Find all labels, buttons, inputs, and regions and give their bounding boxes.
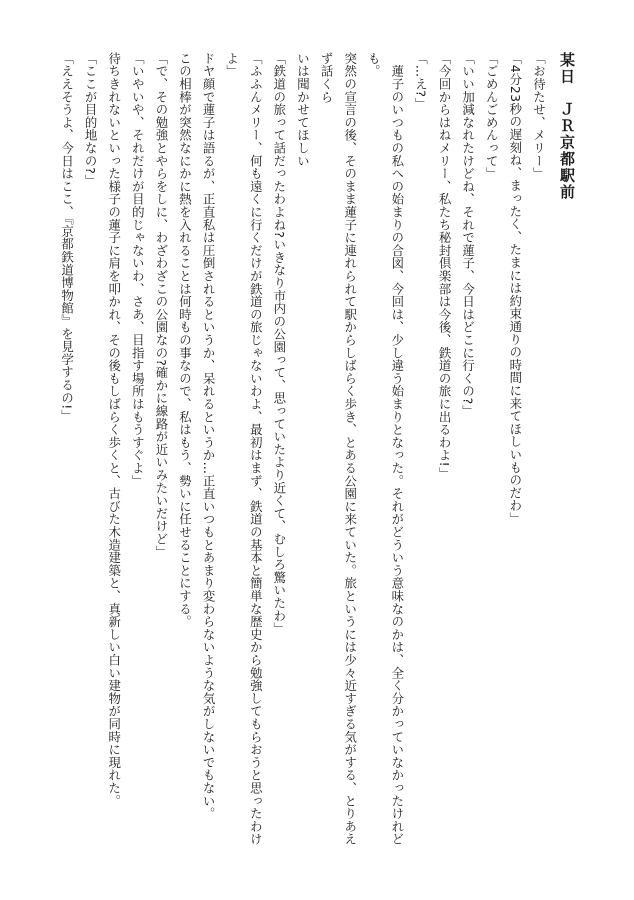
text-line: 「今回からはねメリー、私たち秘封倶楽部は今後、鉄道の旅に出るわよ!」 <box>437 52 453 480</box>
text-line: 待ちきれないといった様子の蓮子に肩を叩かれ、その後もしばらく歩くと、古びた木造建築と、真新しい白い建物が同時に現れた。 <box>106 52 122 808</box>
text-line: 「4分23秒の遅刻ね、まったく、たまには約束通りの時間に来てほしいものだわ」 <box>507 52 523 525</box>
text-line: 「いい加減なれたけどね、それで蓮子、今日はどこに行くの?」 <box>460 52 476 418</box>
vertical-text-body <box>55 52 578 852</box>
text-line: 「ここが目的地なの?」 <box>83 52 99 187</box>
text-line: 突然の宣言の後、そのまま蓮子に連れられて駅からしばらく歩き、とある公園に来ていた。旅というには少々近すぎる気がする、とりあえず話くら <box>319 52 358 846</box>
text-line: 「ええそうよ、今日はここ、『京都鉄道博物館』を見学するの!」 <box>59 52 75 423</box>
text-line: 「…え?」 <box>413 52 429 111</box>
text-line: 「で、その勉強とやらをしに、わざわざこの公園なの?確かに線路が近いみたいだけど」 <box>153 52 169 559</box>
text-line: 「お待たせ、メリー」 <box>531 52 547 180</box>
text-line: 「ごめんごめんって」 <box>484 52 500 180</box>
text-line: ドヤ顔で蓮子は語るが、正直私は圧倒されるというか、呆れるというか…正直いつもとあまり変わらないような気がしないでもない。 <box>201 52 217 820</box>
text-line: 「いやいや、それだけが目的じゃないわ、さあ、目指す場所はもうすぐよ」 <box>130 52 146 488</box>
document-heading: 某日 ＪＲ京都駅前 <box>558 52 576 201</box>
text-line: 蓮子のいつもの私への始まりの合図、今回は、少し違う始まりとなった。それがどういう意味なのかは、全く分かっていなかったけれども。 <box>366 52 405 846</box>
text-line: 「ふふんメリー、何も遠くに行くだけが鉄道の旅じゃないわよ、最初はまず、鉄道の基本と簡単な歴史から勉強してもらおうと思ったわけよ」 <box>224 52 264 846</box>
text-line: この相棒が突然なにかに熱を入れることは何時もの事なので、私はもう、勢いに任せることにする。 <box>177 52 193 628</box>
text-line: いは聞かせてほしい <box>295 52 311 168</box>
text-line: 「鉄道の旅って話だったわよね?いきなり市内の公園って、思っていたより近くて、むしろ驚いたわ」 <box>271 52 287 635</box>
